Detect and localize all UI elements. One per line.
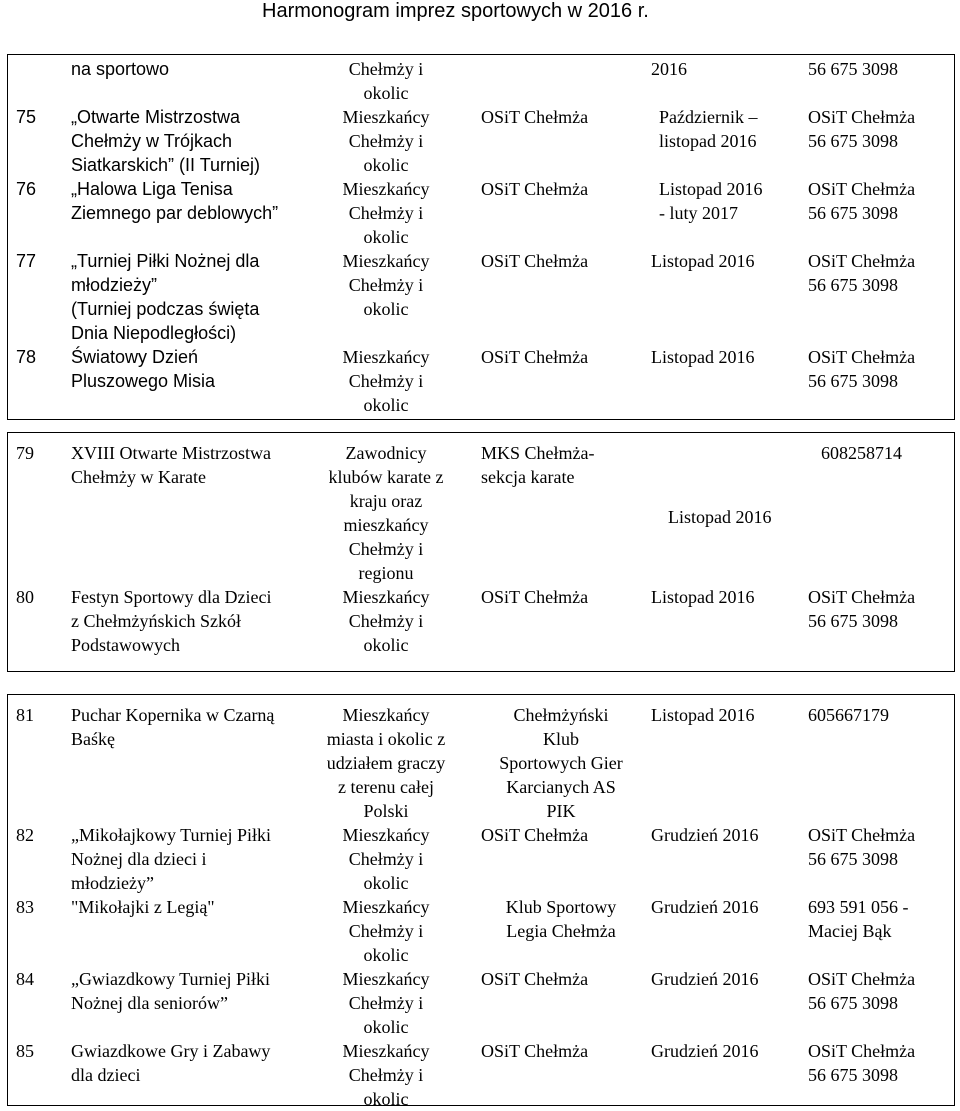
participants: Mieszkańcy Chełmży i okolic [342, 107, 430, 175]
contact: 693 591 056 - Maciej Bąk [808, 897, 909, 941]
row-number: 81 [16, 705, 34, 725]
event-date: Listopad 2016 [651, 347, 755, 367]
organizer: MKS Chełmża- sekcja karate [481, 443, 595, 487]
event-date: Grudzień 2016 [651, 897, 759, 917]
event-name: „Mikołajkowy Turniej Piłki Nożnej dla dzieci i młodzieży” [71, 825, 272, 893]
row-number: 83 [16, 897, 34, 917]
event-name: "Mikołajki z Legią" [71, 897, 215, 917]
participants: Mieszkańcy miasta i okolic z udziałem graczy z terenu całej Polski [326, 705, 446, 821]
row-number: 82 [16, 825, 34, 845]
organizer: Chełmżyński Klub Sportowych Gier Karcianych AS PIK [499, 705, 623, 821]
participants: Mieszkańcy Chełmży i okolic [342, 179, 430, 247]
event-name: „Gwiazdkowy Turniej Piłki Nożnej dla seniorów” [71, 969, 271, 1013]
row-number: 76 [16, 179, 37, 199]
row-number: 78 [16, 347, 37, 367]
contact: OSiT Chełmża 56 675 3098 [808, 969, 916, 1013]
event-date: Grudzień 2016 [651, 825, 759, 845]
participants: Mieszkańcy Chełmży i okolic [342, 1041, 430, 1109]
event-date: Grudzień 2016 [651, 969, 759, 989]
participants: Zawodnicy klubów karate z kraju oraz mieszkańcy Chełmży i regionu [328, 443, 444, 583]
organizer: OSiT Chełmża [481, 825, 589, 845]
event-name: Festyn Sportowy dla Dzieci z Chełmżyńskich Szkół Podstawowych [71, 587, 272, 655]
schedule-table-1 [7, 54, 955, 420]
participants: Mieszkańcy Chełmży i okolic [342, 347, 430, 415]
contact: 56 675 3098 [808, 59, 898, 79]
contact: OSiT Chełmża 56 675 3098 [808, 347, 916, 391]
organizer: OSiT Chełmża [481, 969, 589, 989]
row-number: 77 [16, 251, 37, 271]
organizer: OSiT Chełmża [481, 251, 589, 271]
contact: OSiT Chełmża 56 675 3098 [808, 107, 916, 151]
row-number: 75 [16, 107, 37, 127]
event-name: Gwiazdkowe Gry i Zabawy dla dzieci [71, 1041, 271, 1085]
organizer: Klub Sportowy Legia Chełmża [505, 897, 617, 941]
participants: Mieszkańcy Chełmży i okolic [342, 897, 430, 965]
event-name: „Otwarte Mistrzostwa Chełmży w Trójkach Siatkarskich” (II Turniej) [71, 107, 261, 175]
page-title: Harmonogram imprez sportowych w 2016 r. [262, 0, 649, 22]
participants: Chełmży i okolic [348, 59, 424, 103]
contact: OSiT Chełmża 56 675 3098 [808, 1041, 916, 1085]
organizer: OSiT Chełmża [481, 347, 589, 367]
row-number: 84 [16, 969, 34, 989]
event-name: Światowy Dzień Pluszowego Misia [71, 347, 216, 391]
participants: Mieszkańcy Chełmży i okolic [342, 825, 430, 893]
row-number: 85 [16, 1041, 34, 1061]
organizer: OSiT Chełmża [481, 587, 589, 607]
contact: OSiT Chełmża 56 675 3098 [808, 825, 916, 869]
contact: 605667179 [808, 705, 889, 725]
event-date: 2016 [651, 59, 687, 79]
event-name: „Turniej Piłki Nożnej dla młodzieży” (Turniej podczas święta Dnia Niepodległości) [71, 251, 260, 343]
organizer: OSiT Chełmża [481, 1041, 589, 1061]
event-date: Listopad 2016 [651, 587, 755, 607]
event-name: na sportowo [71, 59, 170, 79]
event-date: Listopad 2016 [651, 251, 755, 271]
event-date: Listopad 2016 [651, 705, 755, 725]
schedule-table-2 [7, 432, 955, 672]
event-name: „Halowa Liga Tenisa Ziemnego par deblowych” [71, 179, 279, 223]
event-date: Grudzień 2016 [651, 1041, 759, 1061]
event-date: Październik – listopad 2016 [659, 107, 758, 151]
contact: 608258714 [821, 443, 902, 463]
event-date: Listopad 2016 - luty 2017 [659, 179, 763, 223]
contact: OSiT Chełmża 56 675 3098 [808, 179, 916, 223]
participants: Mieszkańcy Chełmży i okolic [342, 969, 430, 1037]
event-date: Listopad 2016 [668, 507, 772, 527]
row-number: 80 [16, 587, 34, 607]
participants: Mieszkańcy Chełmży i okolic [342, 251, 430, 319]
event-name: XVIII Otwarte Mistrzostwa Chełmży w Karate [71, 443, 271, 487]
contact: OSiT Chełmża 56 675 3098 [808, 251, 916, 295]
organizer: OSiT Chełmża [481, 179, 589, 199]
participants: Mieszkańcy Chełmży i okolic [342, 587, 430, 655]
contact: OSiT Chełmża 56 675 3098 [808, 587, 916, 631]
row-number: 79 [16, 443, 34, 463]
schedule-table-3 [7, 694, 955, 1109]
event-name: Puchar Kopernika w Czarną Baśkę [71, 705, 275, 749]
organizer: OSiT Chełmża [481, 107, 589, 127]
